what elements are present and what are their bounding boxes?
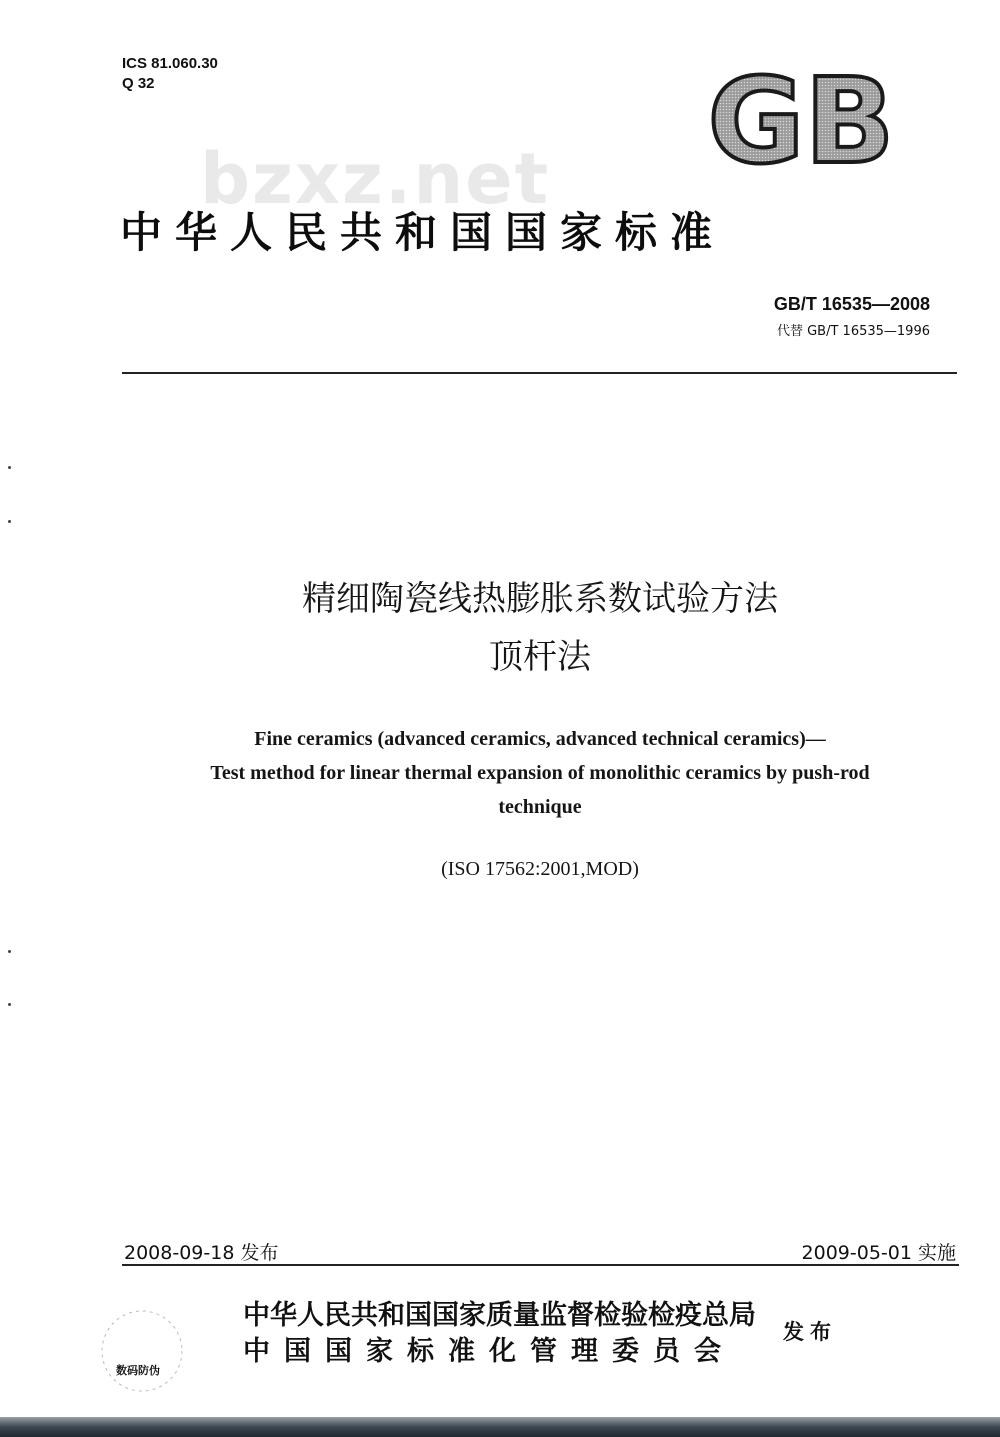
bottom-image-strip: [0, 1417, 1000, 1437]
implementation-date: 2009-05-01 实施: [801, 1242, 956, 1264]
english-title: [120, 722, 960, 824]
margin-dot: [8, 950, 11, 953]
chinese-title-line1: 精细陶瓷线热膨胀系数试验方法: [302, 579, 778, 619]
national-standard-title: 中华人民共和国国家标准: [120, 208, 726, 257]
english-title-line3: technique: [498, 796, 582, 818]
issuer-block: [243, 1298, 756, 1370]
iso-reference: (ISO 17562:2001,MOD): [441, 858, 639, 880]
issuer-line1: 中华人民共和国国家质量监督检验检疫总局: [243, 1300, 756, 1331]
chinese-title: [0, 570, 1000, 686]
issuer-line2: 中国国家标准化管理委员会: [243, 1336, 735, 1367]
top-divider: [122, 372, 957, 374]
antifake-label: 数码防伪: [116, 1364, 160, 1377]
publish-label: 发布: [783, 1320, 837, 1344]
gb-logo-text: GB: [707, 66, 895, 172]
issue-date: 2008-09-18 发布: [124, 1242, 279, 1264]
margin-dot: [8, 466, 11, 469]
margin-dot: [8, 520, 11, 523]
antifake-seal-icon: [96, 1305, 188, 1397]
gb-logo: [698, 66, 904, 172]
ics-code: ICS 81.060.30: [122, 55, 218, 72]
chinese-title-line2: 顶杆法: [489, 637, 591, 677]
ics-class: Q 32: [122, 75, 155, 92]
standard-number: GB/T 16535—2008: [773, 294, 930, 314]
bottom-divider: [122, 1264, 959, 1266]
margin-dot: [8, 1003, 11, 1006]
english-title-line1: Fine ceramics (advanced ceramics, advanced technical ceramics)—: [254, 728, 826, 750]
ics-block: [122, 54, 218, 94]
english-title-line2: Test method for linear thermal expansion of monolithic ceramics by push-rod: [210, 762, 870, 784]
replaces-standard: 代替 GB/T 16535—1996: [776, 324, 930, 339]
watermark: bzxz.net: [200, 138, 551, 220]
